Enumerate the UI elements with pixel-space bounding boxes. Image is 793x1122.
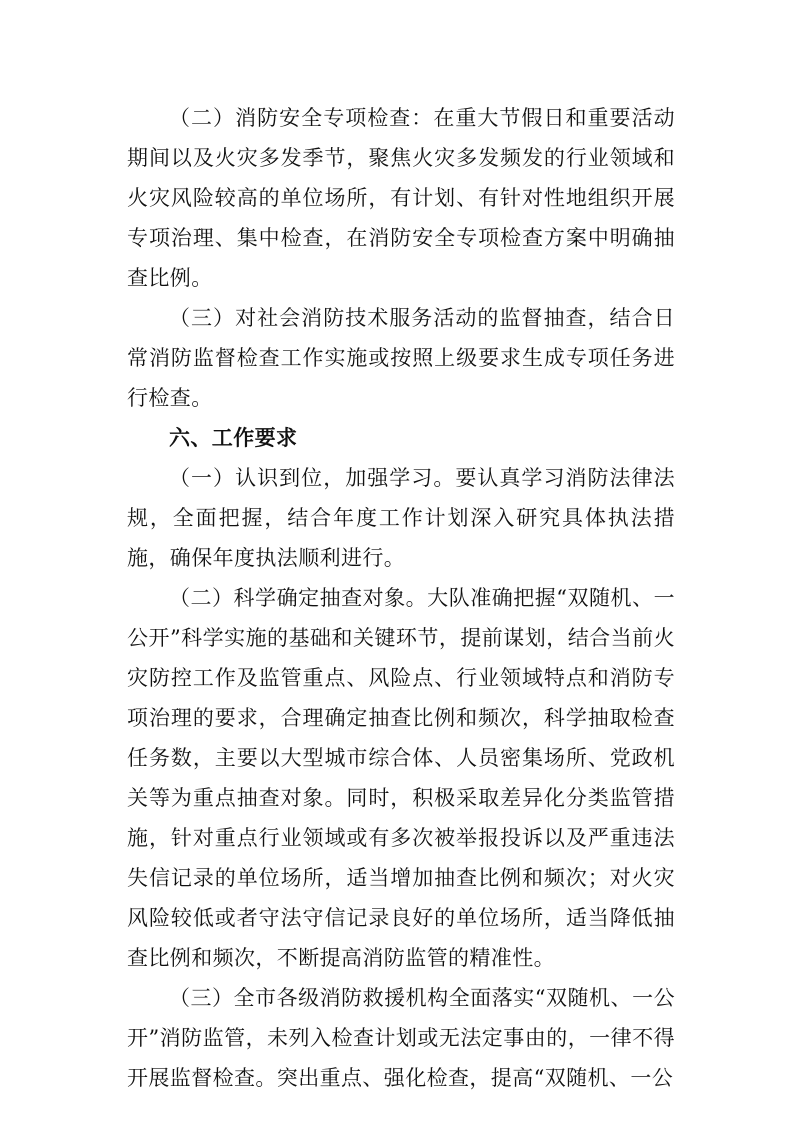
paragraph-special-inspection: （二）消防安全专项检查：在重大节假日和重要活动期间以及火灾多发季节，聚焦火灾多发频发的行业领域和火灾风险较高的单位场所，有计划、有针对性地组织开展专项治理、集中检查，在消防安全专项检查方案中明确抽查比例。 [127,106,675,290]
document-body [127,98,675,1098]
section-heading-work-requirements: 六、工作要求 [169,426,298,450]
paragraph-requirement-scientific-selection: （二）科学确定抽查对象。大队准确把握“双随机、一公开”科学实施的基础和关键环节，提前谋划，结合当前火灾防控工作及监管重点、风险点、行业领域特点和消防专项治理的要求，合理确定抽查比例和频次，科学抽取检查任务数，主要以大型城市综合体、人员密集场所、党政机关等为重点抽查对象。同时，积极采取差异化分类监管措施，针对重点行业领域或有多次被举报投诉以及严重违法失信记录的单位场所，适当增加抽查比例和频次；对火灾风险较低或者守法守信记录良好的单位场所，适当降低抽查比例和频次，不断提高消防监管的精准性。 [127,586,675,970]
paragraph-service-supervision: （三）对社会消防技术服务活动的监督抽查，结合日常消防监督检查工作实施或按照上级要求生成专项任务进行检查。 [127,306,675,410]
paragraph-requirement-full-implementation: （三）全市各级消防救援机构全面落实“双随机、一公开”消防监管，未列入检查计划或无法定事由的，一律不得开展监督检查。突出重点、强化检查，提高“双随机、一公 [127,986,675,1090]
paragraph-requirement-awareness: （一）认识到位，加强学习。要认真学习消防法律法规，全面把握，结合年度工作计划深入研究具体执法措施，确保年度执法顺利进行。 [127,466,675,570]
